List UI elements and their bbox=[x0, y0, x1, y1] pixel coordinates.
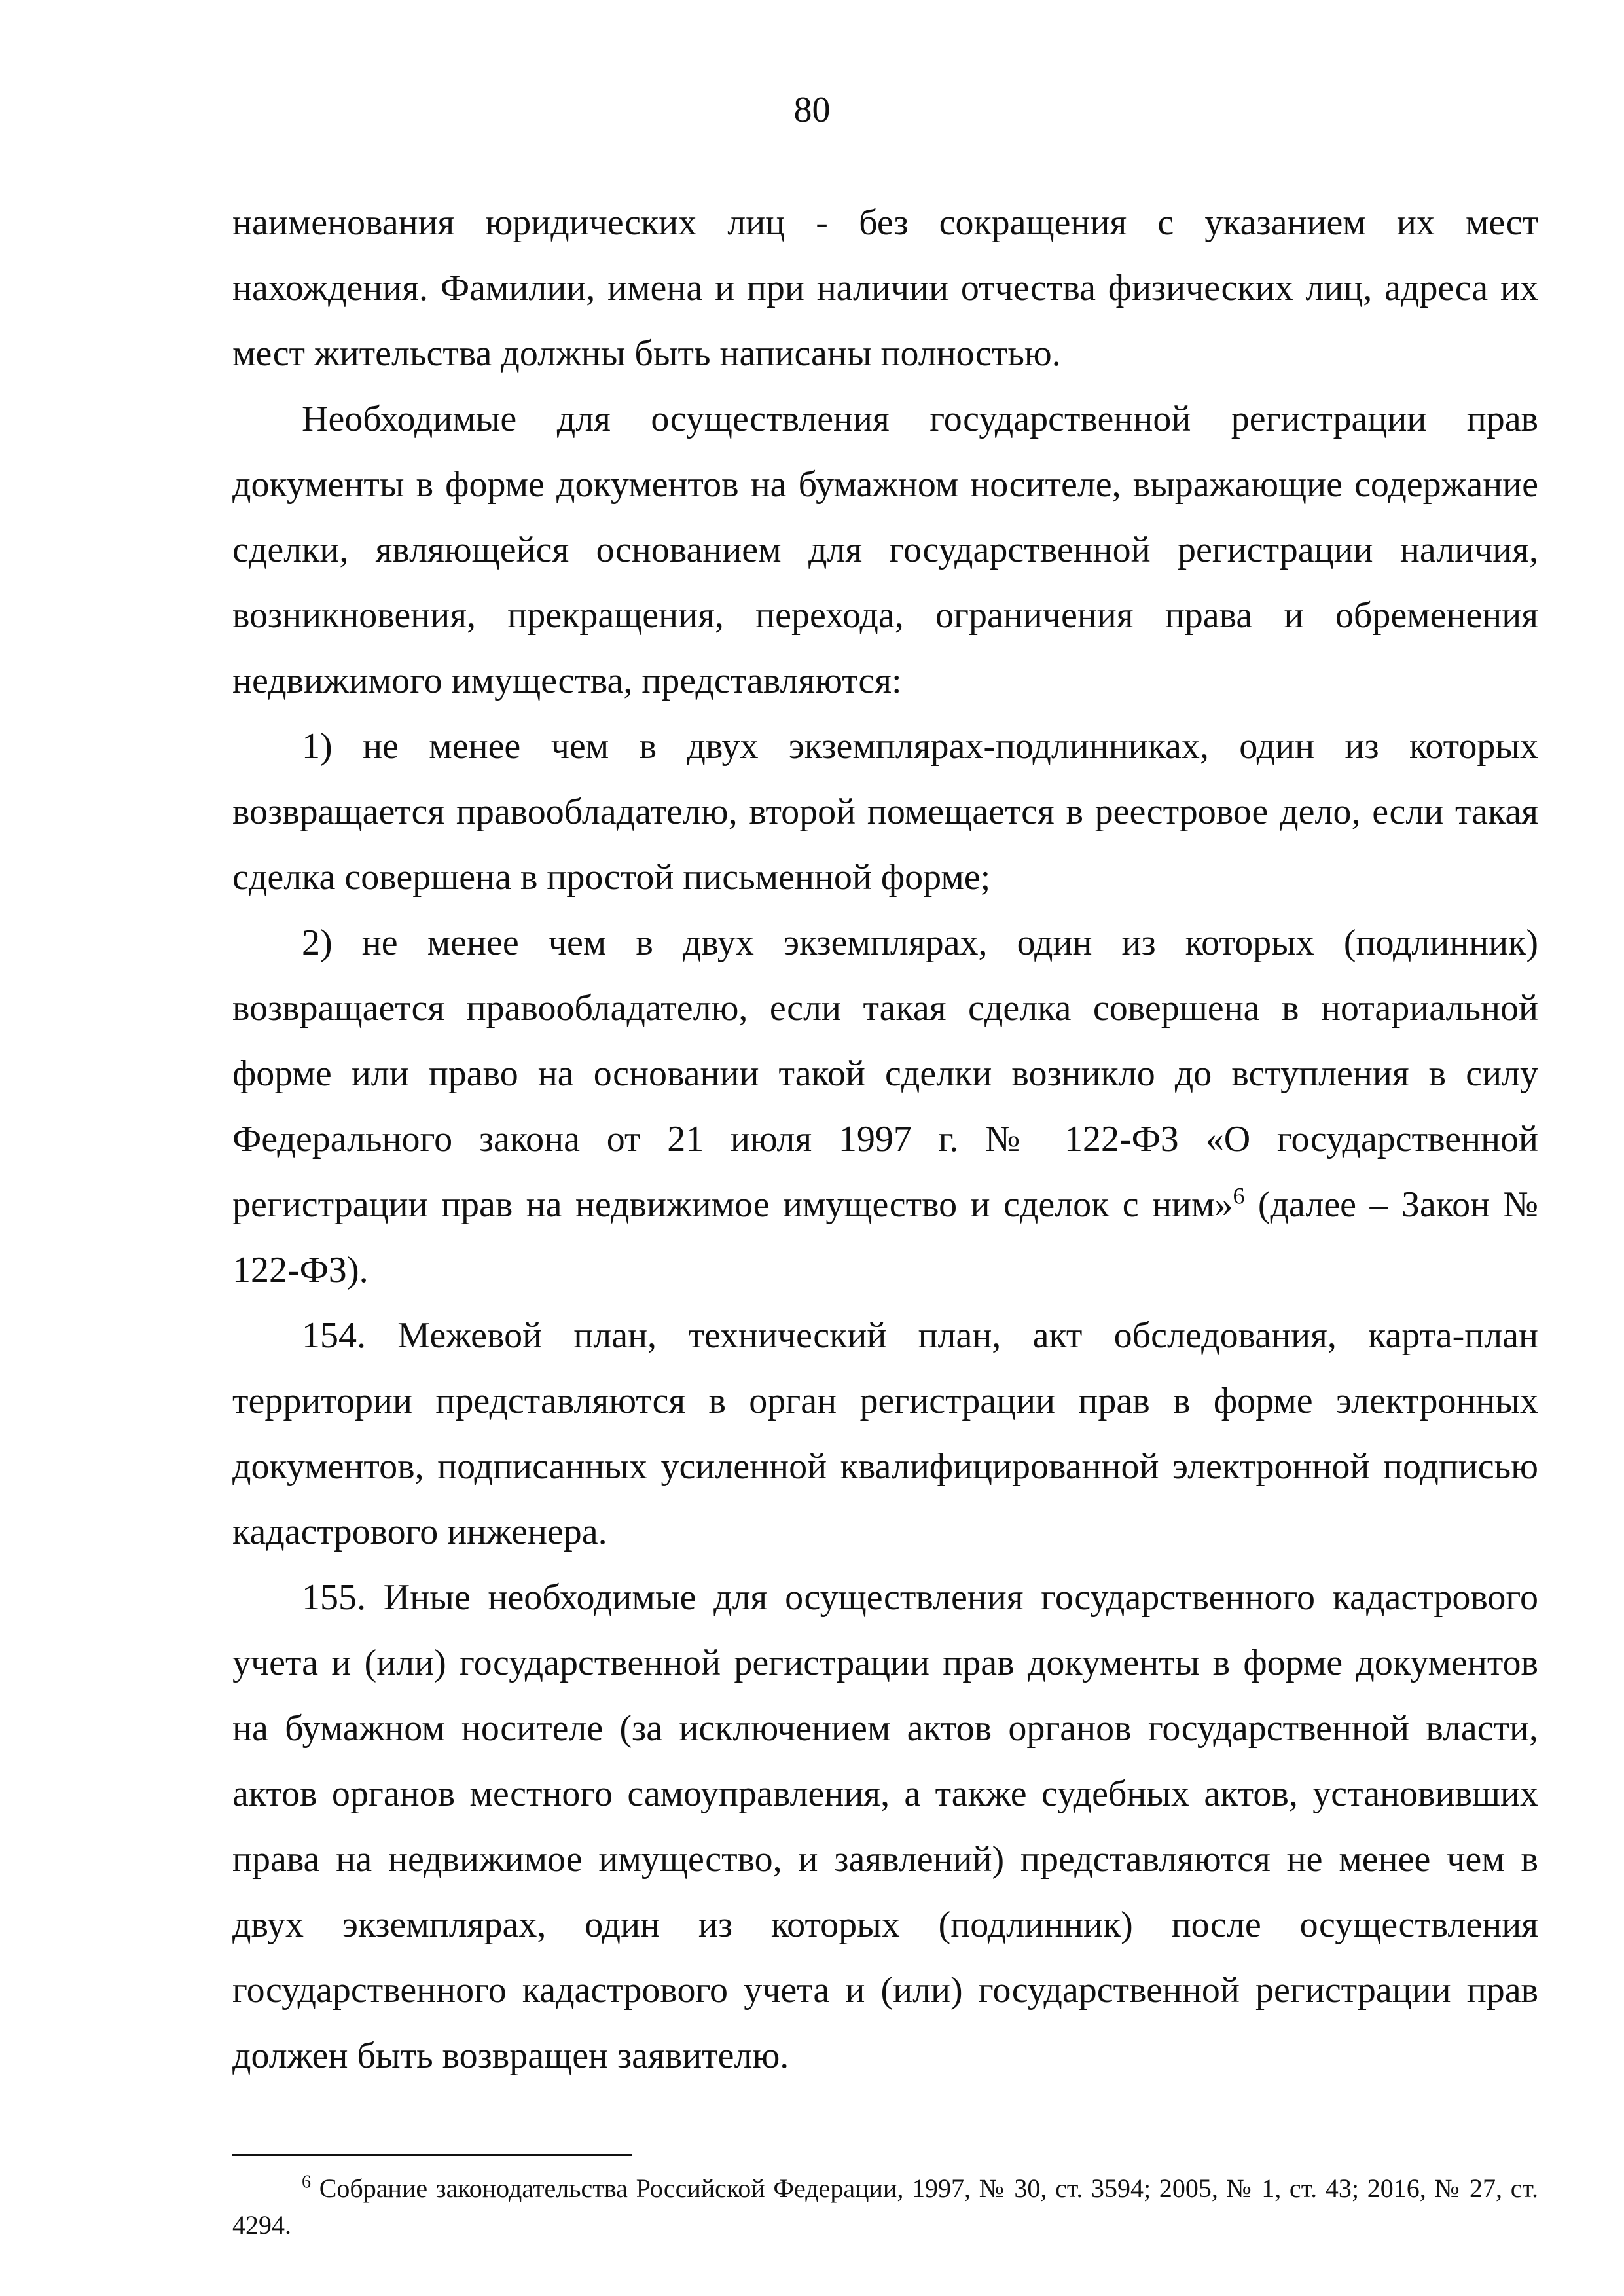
footnote-text: Собрание законодательства Российской Федерации, 1997, № 30, ст. 3594; 2005, № 1, ст. 43; 2016, № 27, ст. 4294. bbox=[232, 2174, 1538, 2240]
list-item-2-tail: (далее – Закон № 122-ФЗ). bbox=[232, 1184, 1538, 1290]
document-body bbox=[232, 190, 1538, 2088]
paragraph-documents-requirements: Необходимые для осуществления государственной регистрации прав документы в форме документов на бумажном носителе, выражающие содержание сделки, являющейся основанием для государственной регистрации наличия, возникновения, прекращения, перехода, ограничения права и обременения недвижимого имущества, представляются: bbox=[232, 399, 1538, 701]
footnote bbox=[232, 2170, 1538, 2244]
list-item-1: 1) не менее чем в двух экземплярах-подлинниках, один из которых возвращается правообладателю, второй помещается в реестровое дело, если такая сделка совершена в простой письменной форме; bbox=[232, 726, 1538, 898]
paragraph-154: 154. Межевой план, технический план, акт обследования, карта-план территории представляются в орган регистрации прав в форме электронных документов, подписанных усиленной квалифицированной электронной подписью кадастрового инженера. bbox=[232, 1315, 1538, 1552]
footnote-mark: 6 bbox=[302, 2172, 311, 2193]
list-item-2-text: 2) не менее чем в двух экземплярах, один из которых (подлинник) возвращается правообладателю, если такая сделка совершена в нотариальной форме или право на основании такой сделки возникло до вступления в силу Федерального закона от 21 июля 1997 г. № 122-ФЗ «О государственной регистрации прав на недвижимое имущество и сделок с ним» bbox=[232, 922, 1538, 1225]
page-number: 80 bbox=[793, 90, 831, 130]
footnote-reference: 6 bbox=[1233, 1182, 1245, 1209]
footnote-divider bbox=[232, 2154, 632, 2156]
paragraph-155: 155. Иные необходимые для осуществления государственного кадастрового учета и (или) государственной регистрации прав документы в форме документов на бумажном носителе (за исключением актов органов государственной власти, актов органов местного самоуправления, а также судебных актов, установивших права на недвижимое имущество, и заявлений) представляются не менее чем в двух экземплярах, один из которых (подлинник) после осуществления государственного кадастрового учета и (или) государственной регистрации прав должен быть возвращен заявителю. bbox=[232, 1577, 1538, 2076]
list-item-2 bbox=[232, 910, 1538, 1303]
paragraph-continuation: наименования юридических лиц - без сокращения с указанием их мест нахождения. Фамилии, имена и при наличии отчества физических лиц, адреса их мест жительства должны быть написаны полностью. bbox=[232, 202, 1538, 374]
